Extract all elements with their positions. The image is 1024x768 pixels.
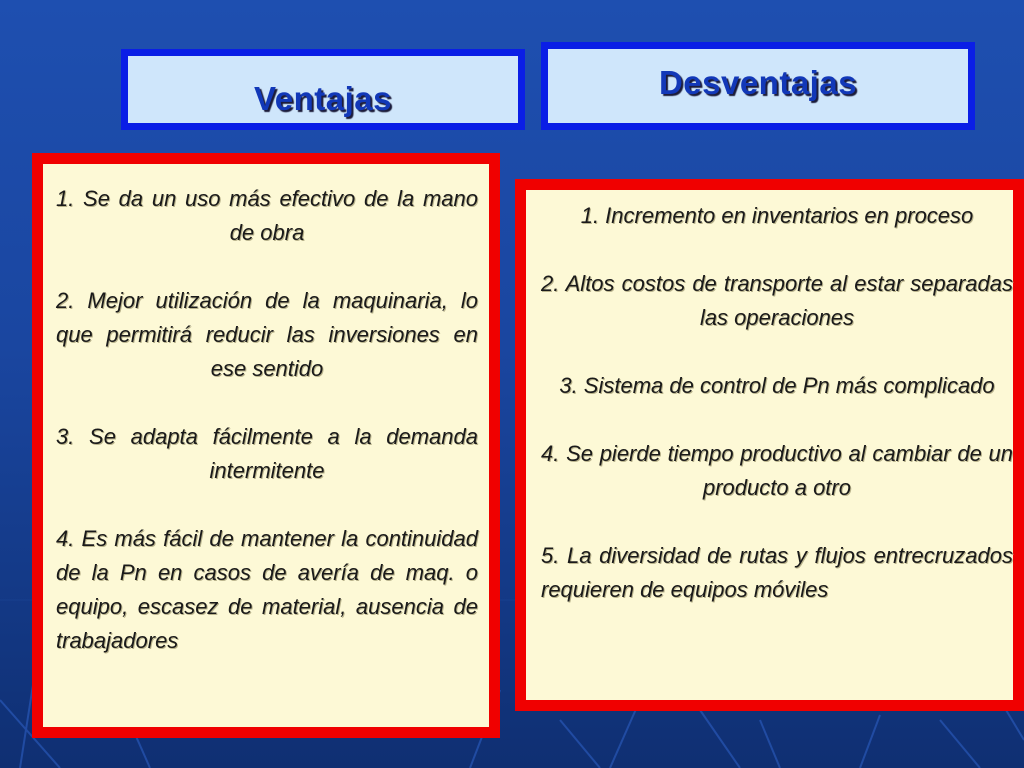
desventajas-item-3: 3. Sistema de control de Pn más complicado: [559, 373, 995, 398]
desventajas-title: Desventajas: [658, 64, 858, 101]
ventajas-item-3: 3. Se adapta fácilmente a la demanda intermitente: [56, 424, 478, 483]
ventajas-item-1: 1. Se da un uso más efectivo de la mano de obra: [56, 186, 478, 245]
ventajas-title-box: [121, 49, 525, 130]
desventajas-item-4: 4. Se pierde tiempo productivo al cambiar de un producto a otro: [541, 441, 1013, 500]
desventajas-item-2: 2. Altos costos de transporte al estar separadas las operaciones: [541, 271, 1013, 330]
desventajas-list-box: [515, 179, 1024, 711]
ventajas-item-2: 2. Mejor utilización de la maquinaria, lo que permitirá reducir las inversiones en ese sentido: [56, 288, 478, 381]
desventajas-item-5: 5. La diversidad de rutas y flujos entrecruzados requieren de equipos móviles: [541, 543, 1013, 602]
ventajas-item-4: 4. Es más fácil de mantener la continuidad de la Pn en casos de avería de maq. o equipo, escasez de material, ausencia de trabajadores: [56, 526, 478, 653]
desventajas-item-1: 1. Incremento en inventarios en proceso: [580, 203, 974, 228]
ventajas-list-box: [32, 153, 500, 738]
desventajas-title-box: [541, 42, 975, 130]
ventajas-title: Ventajas: [254, 79, 392, 117]
